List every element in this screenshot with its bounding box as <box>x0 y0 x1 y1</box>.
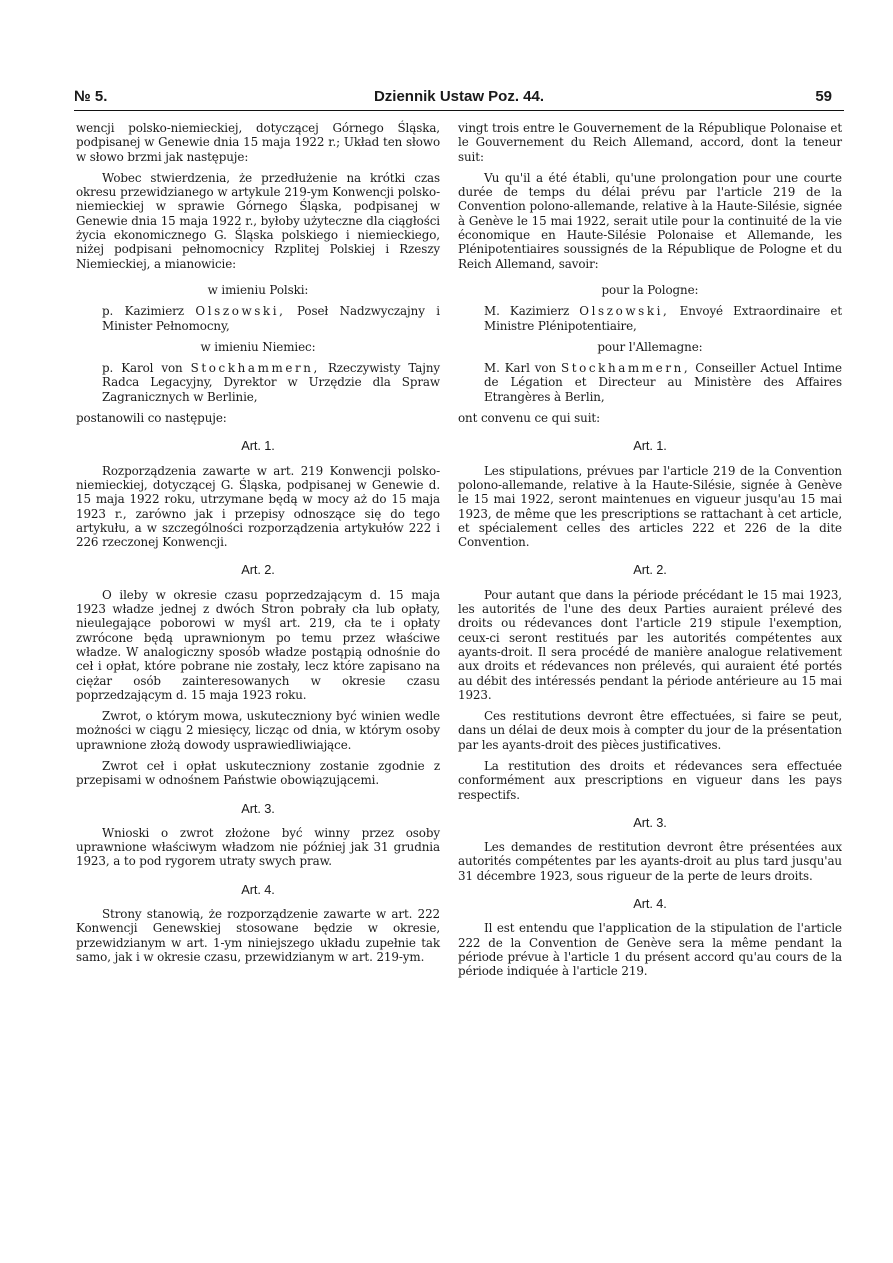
french-art2-p3: La restitution des droits et rédevances sera effectuée conformément aux prescriptions en vigueur dans les pays respectifs. <box>458 758 842 802</box>
polish-preamble: Wobec stwierdzenia, że przedłużenie na krótki czas okresu przewidzianego w artykule 219-ym Konwencji polsko-niemieckiej w sprawie Górnego Śląska, podpisanej w Genewie dnia 15 maja 1922 r., byłoby użyteczne dla ciągłości życia ekonomicznego G. Śląska polskiego i niemieckiego, niżej podpisani pełnomocnicy Rzplitej Polskiej i Rzeszy Niemieckiej, a mianowicie: <box>76 170 440 271</box>
french-art1-text: Les stipulations, prévues par l'article 219 de la Convention polono-allemande, relative à la Haute-Silésie, signée à Genève le 15 mai 1922, seront maintenues en vigueur jusqu'au 15 mai 1923, de même que les prescriptions se rattachant à cet article, et spécialement celles des articles 222 et 226 de la dite Convention. <box>458 463 842 550</box>
polish-art2-p1: O ileby w okresie czasu poprzedzającym d. 15 maja 1923 władze jednej z dwóch Stron pobrały cła lub opłaty, nieulegające poborowi w myśl art. 219, cła te i opłaty zwrócone będą uprawnionym po temu przez właściwe władze. W analogiczny sposób władze postąpią odnośnie do ceł i opłat, które pobrane nie zostały, lecz które zapisano na ciężar osób zainteresowanych w okresie czasu poprzedzającym d. 15 maja 1923 roku. <box>76 587 440 702</box>
polish-art2-p2: Zwrot, o którym mowa, uskuteczniony być winien wedle możności w ciągu 2 miesięcy, licząc od dnia, w którym osoby uprawnione złożą dowody usprawiedliwiające. <box>76 709 440 752</box>
polish-poland-representative <box>76 304 440 333</box>
polish-art4-text: Strony stanowią, że rozporządzenie zawarte w art. 222 Konwencji Genewskiej stosowane będzie w okresie, przewidzianym w art. 1-ym niniejszego układu zupełnie tak samo, jak i w okresie czasu, przewidzianym w art. 219-ym. <box>76 907 440 964</box>
polish-intro: wencji polsko-niemieckiej, dotyczącej Górnego Śląska, podpisanej w Genewie dnia 15 maja 1922 r.; Układ ten słowo w słowo brzmi jak następuje: <box>76 121 440 164</box>
french-art4-heading: Art. 4. <box>633 896 667 912</box>
french-art2-heading: Art. 2. <box>633 562 667 578</box>
polish-resolved: postanowili co następuje: <box>76 411 227 426</box>
french-poland-representative <box>458 304 842 333</box>
french-art2-p1: Pour autant que dans la période précédant le 15 mai 1923, les autorités de l'une des deux Parties auraient prélevé des droits ou rédevances dont l'article 219 stipule l'exemption, ceux-ci seront restitués par les autorités compétentes aux ayants-droit. Il sera procédé de manière analogue relativement aux droits et rédevances non prélevés, qui auraient été portés au débit des intéressés pendant la période antérieure au 15 mai 1923. <box>458 587 842 702</box>
polish-germany-representative <box>76 361 440 404</box>
french-intro: vingt trois entre le Gouvernement de la République Polonaise et le Gouvernement du Reich Allemand, accord, dont la teneur suit: <box>458 121 842 164</box>
rep-prefix: M. Kazimierz <box>484 304 570 319</box>
rep-name: Olszowski, <box>579 304 670 319</box>
polish-art2-p3: Zwrot ceł i opłat uskuteczniony zostanie zgodnie z przepisami w odnośnem Państwie obowiązującemi. <box>76 758 440 788</box>
rep-name: Olszowski, <box>195 304 286 319</box>
polish-art2-heading: Art. 2. <box>241 562 275 578</box>
rep-prefix: p. Kazimierz <box>102 304 184 319</box>
polish-art1-text: Rozporządzenia zawarte w art. 219 Konwencji polsko-niemieckiej, dotyczącej G. Śląska, podpisanej w Genewie d. 15 maja 1922 roku, utrzymane będą w mocy aż do 15 maja 1923 r., zarówno jak i przepisy odnoszące się do tego artykułu, a w szczególności rozporządzenia artykułów 222 i 226 rzeczonej Konwencji. <box>76 463 440 550</box>
french-resolved: ont convenu ce qui suit: <box>458 411 600 426</box>
rep-prefix: p. Karol von <box>102 361 183 376</box>
issue-number: № 5. <box>74 88 108 105</box>
polish-art3-text: Wnioski o zwrot złożone być winny przez osoby uprawnione właściwym władzom nie później jak 31 grudnia 1923, a to pod rygorem utraty swych praw. <box>76 825 440 869</box>
polish-art4-heading: Art. 4. <box>241 881 275 897</box>
french-art1-heading: Art. 1. <box>633 438 667 454</box>
polish-column <box>76 121 440 971</box>
rep-name: Stockhammern, <box>190 361 320 376</box>
french-germany-label: pour l'Allemagne: <box>597 339 703 354</box>
french-art3-text: Les demandes de restitution devront être présentées aux autorités compétentes par les ayants-droit au plus tard jusqu'au 31 décembre 1923, sous rigueur de la perte de leurs droits. <box>458 840 842 883</box>
page-number: 59 <box>815 88 832 105</box>
rep-title: Poseł Nadzwyczajny i Minister Pełnomocny, <box>102 304 440 333</box>
journal-title: Dziennik Ustaw Poz. 44. <box>373 88 545 105</box>
polish-germany-label: w imieniu Niemiec: <box>200 339 316 354</box>
polish-art1-heading: Art. 1. <box>241 438 275 454</box>
french-art4-text: Il est entendu que l'application de la stipulation de l'article 222 de la Convention de Genève sera la même pendant la période prévue à l'article 1 du présent accord qu'au cours de la période indiquée à l'article 219. <box>458 921 842 979</box>
french-art3-heading: Art. 3. <box>633 814 667 830</box>
rep-title: Envoyé Extraordinaire et Ministre Plénipotentiaire, <box>484 304 842 333</box>
rep-name: Stockhammern, <box>561 361 691 376</box>
polish-art3-heading: Art. 3. <box>241 800 275 816</box>
rep-title: Rzeczywisty Tajny Radca Legacyjny, Dyrektor w Urzędzie dla Spraw Zagranicznych w Berlinie, <box>102 361 441 404</box>
page-header <box>74 84 844 110</box>
french-art2-p2: Ces restitutions devront être effectuées, si faire se peut, dans un délai de deux mois à compter du jour de la présentation par les ayants-droit des pièces justificatives. <box>458 709 842 752</box>
french-poland-label: pour la Pologne: <box>601 282 699 297</box>
french-germany-representative <box>458 361 842 404</box>
french-preamble: Vu qu'il a été établi, qu'une prolongation pour une courte durée de temps du délai prévu par l'article 219 de la Convention polono-allemande, relative à la Haute-Silésie, signée à Genève le 15 mai 1922, serait utile pour la continuité de la vie économique en Haute-Silésie Polonaise et Allemande, les Plénipotentiaires soussignés de la République de Pologne et du Reich Allemand, savoir: <box>458 170 842 271</box>
rep-title: Conseiller Actuel Intime de Légation et Directeur au Ministère des Affaires Etrangères à Berlin, <box>484 361 842 404</box>
polish-poland-label: w imieniu Polski: <box>207 282 309 297</box>
rep-prefix: M. Karl von <box>484 361 557 376</box>
header-rule <box>74 110 844 111</box>
french-column <box>458 121 842 986</box>
